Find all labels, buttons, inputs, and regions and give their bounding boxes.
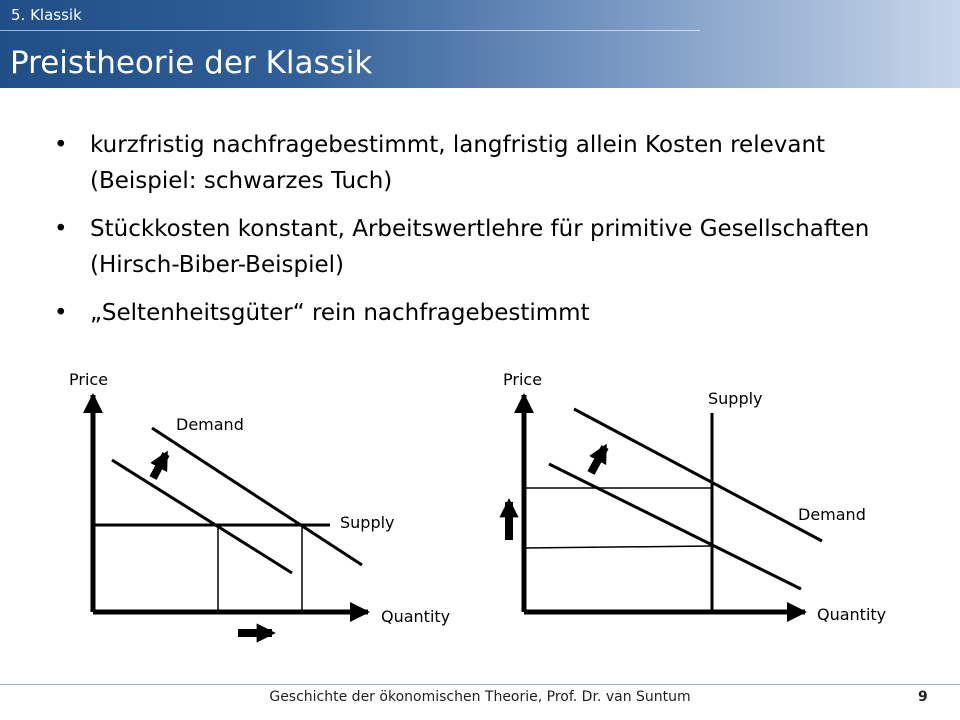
bullet-text: Stückkosten konstant, Arbeitswertlehre für primitive Gesellschaften (Hirsch-Biber-Beispiel): [90, 216, 870, 278]
left-quantity-label: Quantity: [381, 607, 451, 626]
footer-text: Geschichte der ökonomischen Theorie, Prof. Dr. van Suntum: [269, 689, 691, 705]
bullet-list: [52, 127, 932, 343]
bullet-icon: •: [54, 216, 68, 242]
footer-divider: [0, 684, 960, 685]
bullet-text: „Seltenheitsgüter“ rein nachfragebestimmt: [90, 300, 590, 326]
page-number: 9: [918, 689, 928, 705]
left-demand-line-initial: [112, 460, 292, 573]
header-divider: [0, 30, 700, 31]
left-demand-line-shifted: [152, 428, 362, 565]
left-price-label: Price: [69, 370, 109, 389]
right-demand-label: Demand: [798, 505, 866, 524]
right-diagram: [503, 370, 886, 624]
right-demand-shift-arrow: [591, 447, 605, 473]
bullet-item: [52, 211, 932, 283]
left-demand-label: Demand: [176, 415, 244, 434]
left-diagram: [69, 370, 450, 633]
bullet-icon: •: [54, 132, 68, 158]
bullet-item: [52, 295, 932, 331]
right-demand-line-shifted: [574, 409, 822, 541]
right-supply-label: Supply: [708, 389, 763, 408]
right-quantity-label: Quantity: [817, 605, 887, 624]
bullet-icon: •: [54, 300, 68, 326]
left-supply-label: Supply: [340, 513, 395, 532]
right-price-line-low: [524, 546, 712, 548]
section-label: 5. Klassik: [11, 6, 82, 24]
bullet-item: [52, 127, 932, 199]
slide-title: Preistheorie der Klassik: [10, 45, 373, 81]
left-demand-shift-arrow: [153, 454, 166, 478]
right-demand-line-initial: [549, 464, 801, 589]
right-price-label: Price: [503, 370, 543, 389]
bullet-text: kurzfristig nachfragebestimmt, langfristig allein Kosten relevant (Beispiel: schwarzes Tuch): [90, 132, 826, 194]
supply-demand-diagrams: [0, 350, 960, 650]
